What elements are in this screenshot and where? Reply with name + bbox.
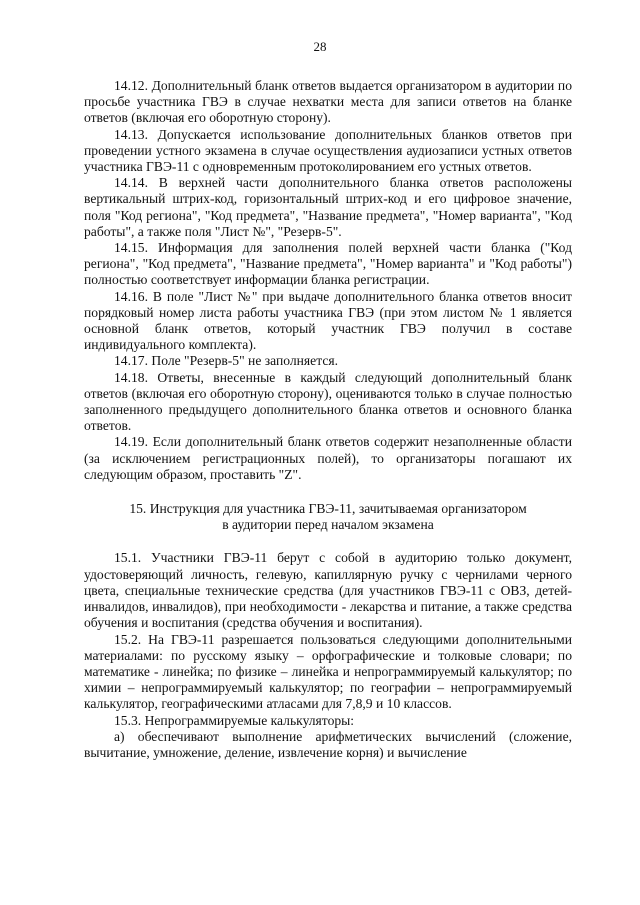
paragraph-14-17: 14.17. Поле "Резерв-5" не заполняется. (114, 353, 339, 369)
section-15-heading-line-2: в аудитории перед началом экзамена (222, 517, 434, 533)
section-15-heading-line-1: 15. Инструкция для участника ГВЭ-11, зачитываемая организатором (129, 501, 527, 517)
paragraph-14-12: 14.12. Дополнительный бланк ответов выдается организатором в аудитории по просьбе участника ГВЭ в случае нехватки места для записи ответов на бланке ответов (включая его оборотную сторону). (84, 78, 572, 126)
paragraph-14-14: 14.14. В верхней части дополнительного бланка ответов расположены вертикальный штрих-код, горизонтальный штрих-код и его цифровое значение, поля "Код региона", "Код предмета", "Название предмета", "Номер варианта", "Код работы", а также поля "Лист №", "Резерв-5". (84, 175, 572, 239)
paragraph-14-18: 14.18. Ответы, внесенные в каждый следующий дополнительный бланк ответов (включая его оборотную сторону), оцениваются только в случае полностью заполненного предыдущего дополнительного бланка ответов и основного бланка ответов. (84, 369, 572, 434)
paragraph-15-3: 15.3. Непрограммируемые калькуляторы: (114, 712, 355, 728)
paragraph-15-3-a: а) обеспечивают выполнение арифметических вычислений (сложение, вычитание, умножение, деление, извлечение корня) и вычисление (84, 728, 572, 760)
paragraph-14-13: 14.13. Допускается использование дополнительных бланков ответов при проведении устного экзамена в случае осуществления аудиозаписи устных ответов участника ГВЭ-11 с одновременным протоколированием его устных ответов. (84, 126, 572, 175)
page-number: 28 (313, 39, 327, 54)
paragraph-15-1: 15.1. Участники ГВЭ-11 берут с собой в аудиторию только документ, удостоверяющий личность, гелевую, капиллярную ручку с чернилами черного цвета, специальные технические средства (для участников ГВЭ-11 с ОВЗ, детей-инвалидов, инвалидов), при необходимости - лекарства и питание, а также средства обучения и воспитания (средства обучения и воспитания). (84, 550, 572, 631)
section-15-heading (84, 501, 572, 533)
paragraph-14-15: 14.15. Информация для заполнения полей верхней части бланка ("Код региона", "Код предмета", "Название предмета", "Номер варианта" и "Код работы") полностью соответствует информации бланка регистрации. (84, 240, 572, 288)
paragraph-14-19: 14.19. Если дополнительный бланк ответов содержит незаполненные области (за исключением регистрационных полей), то организаторы погашают их следующим образом, проставить "Z". (84, 434, 572, 482)
paragraph-15-2: 15.2. На ГВЭ-11 разрешается пользоваться следующими дополнительными материалами: по русскому языку – орфографические и толковые словари; по математике - линейка; по физике – линейка и непрограммируемый калькулятор; по химии – непрограммируемый калькулятор; по географии – непрограммируемый калькулятор, географическими атласами для 7,8,9 и 10 классов. (84, 631, 572, 712)
document-body (84, 78, 572, 761)
paragraph-14-16: 14.16. В поле "Лист №" при выдаче дополнительного бланка ответов вносит порядковый номер листа работы участника ГВЭ (при этом листом № 1 является основной бланк ответов, который участник ГВЭ получил в составе индивидуального комплекта). (84, 288, 572, 353)
